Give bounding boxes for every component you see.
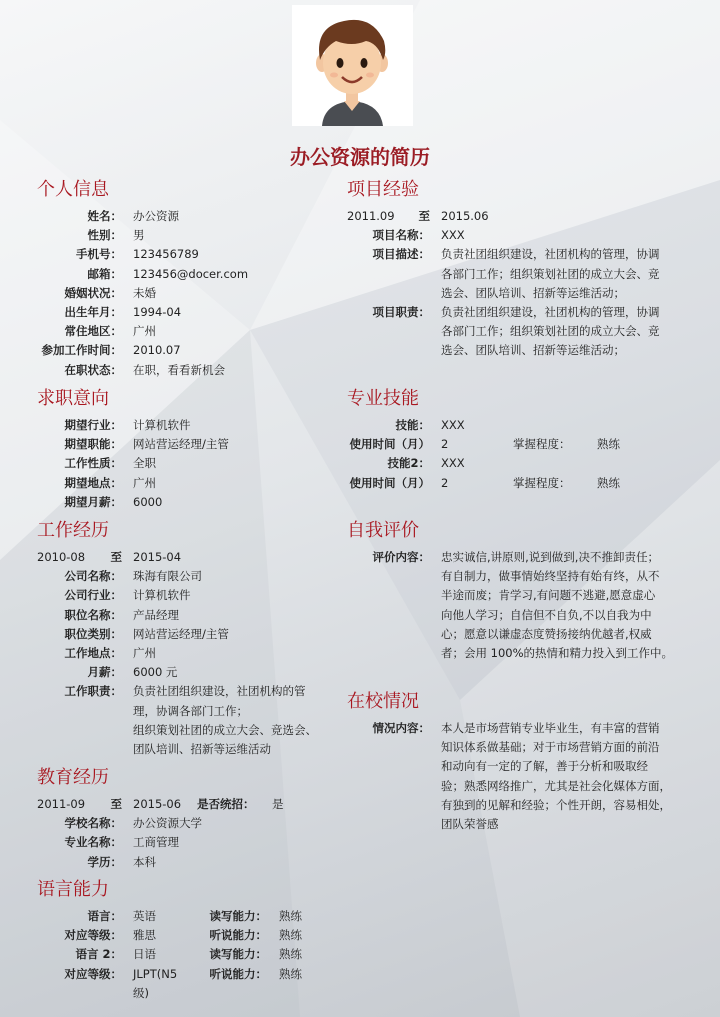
section-campus [347, 689, 707, 834]
info-row [37, 265, 337, 284]
edu-unified: 是 [272, 797, 284, 811]
section-language [37, 877, 337, 1003]
section-header: 个人信息 [37, 179, 109, 200]
field-value: 男 [133, 228, 145, 243]
field-label-2: 掌握程度： [513, 437, 571, 452]
field-label-2: 掌握程度： [513, 475, 571, 490]
info-row [347, 416, 707, 435]
field-label: 工作性质： [64, 456, 122, 471]
field-label: 邮箱： [87, 266, 122, 281]
section-personal-info [37, 177, 337, 380]
field-value-line: 2 [441, 437, 449, 452]
field-value-line: JLPT(N5 [133, 966, 178, 981]
campus-label: 情况内容： [372, 721, 430, 735]
info-row [347, 474, 707, 493]
field-label: 期望地点： [64, 475, 122, 490]
field-value: XXX [441, 456, 465, 471]
field-value-line: 日语 [133, 947, 156, 962]
campus-row [347, 719, 707, 834]
field-value: 2010.07 [133, 343, 181, 358]
info-row [37, 303, 337, 322]
section-header: 在校情况 [347, 691, 419, 712]
project-duty-row [347, 303, 707, 361]
info-row [37, 341, 337, 360]
info-row [37, 644, 337, 663]
edu-date-row [37, 795, 337, 814]
field-label: 姓名： [87, 209, 122, 223]
field-value: 6000 元 [133, 665, 178, 680]
edu-to-label: 至 [110, 797, 122, 811]
project-from: 2011.09 [347, 209, 395, 223]
info-row [37, 207, 337, 226]
project-to-label: 至 [418, 209, 430, 223]
section-header: 自我评价 [347, 520, 419, 541]
section-education [37, 765, 337, 872]
self-eval-label: 评价内容： [372, 550, 430, 564]
field-value: 计算机软件 [133, 418, 191, 432]
field-value-line: 2 [441, 475, 449, 490]
field-value [441, 474, 513, 493]
info-row [37, 284, 337, 303]
field-label: 学历： [87, 854, 122, 869]
field-label: 语言： [87, 909, 122, 923]
text-line: 者；会用 100%的热情和精力投入到工作中。 [441, 646, 674, 661]
section-header: 求职意向 [37, 388, 109, 409]
field-value: 本科 [133, 854, 156, 869]
field-label: 工作地点： [64, 646, 122, 661]
info-row [37, 586, 337, 605]
field-label: 在职状态： [64, 362, 122, 377]
work-duty-row [37, 682, 337, 759]
field-label: 出生年月： [64, 305, 122, 320]
field-value: 网站营运经理/主管 [133, 437, 229, 452]
field-value-line: 英语 [133, 909, 156, 923]
field-value: 网站营运经理/主管 [133, 626, 229, 641]
info-row [37, 606, 337, 625]
edu-rows [37, 814, 337, 872]
field-label: 职位类别： [64, 626, 122, 641]
text-line: 团队培训、招新等运维活动 [133, 742, 271, 757]
section-skills [347, 386, 707, 493]
text-line: 选会、团队培训、招新等运维活动； [441, 285, 625, 300]
info-row [37, 814, 337, 833]
project-duty-text [441, 303, 660, 361]
edu-unified-label: 是否统招： [197, 797, 255, 811]
field-value-2: 熟练 [279, 947, 302, 962]
info-row [37, 493, 337, 512]
info-row [37, 226, 337, 245]
campus-text [441, 719, 671, 834]
edu-to: 2015-06 [133, 797, 182, 811]
text-line: 心；愿意以谦虚态度赞扬接纳优越者,权威 [441, 626, 652, 641]
info-row [37, 361, 337, 380]
info-row [37, 853, 337, 872]
field-label: 月薪： [87, 665, 122, 680]
section-header: 教育经历 [37, 767, 109, 788]
field-label: 手机号： [76, 247, 122, 262]
section-header: 语言能力 [37, 879, 109, 900]
field-label: 期望行业： [64, 418, 122, 432]
field-value: 广州 [133, 475, 156, 490]
field-value-2: 熟练 [279, 909, 302, 923]
work-rows [37, 567, 337, 682]
skill-rows [347, 416, 707, 493]
field-value: 123456789 [133, 247, 199, 262]
text-line: 负责社团组织建设，社团机构的管理，协调 [441, 247, 660, 262]
text-line: 有独到的见解和经验；个性开朗，容易相处， [441, 797, 671, 812]
field-value: 产品经理 [133, 607, 179, 622]
edu-from: 2011-09 [37, 797, 86, 811]
section-header: 专业技能 [347, 388, 419, 409]
field-label: 常住地区： [64, 324, 122, 339]
info-row [37, 435, 337, 454]
info-row [37, 454, 337, 473]
project-desc-text [441, 245, 660, 303]
field-label: 对应等级： [64, 966, 122, 981]
self-eval-row [347, 548, 707, 663]
info-row [347, 435, 707, 454]
project-name: XXX [441, 228, 465, 243]
field-value: 1994-04 [133, 305, 182, 320]
personal-rows [37, 207, 337, 380]
language-rows [37, 907, 337, 1003]
field-label: 语言 2： [75, 947, 122, 962]
section-project [347, 177, 707, 361]
field-label: 期望职能： [64, 437, 122, 452]
field-label: 公司行业： [64, 588, 122, 603]
info-row [37, 663, 337, 682]
field-value-line: 级) [133, 985, 149, 1000]
text-line: 忠实诚信,讲原则,说到做到,决不推卸责任； [441, 550, 659, 564]
info-row [37, 965, 337, 1003]
text-line: 各部门工作；组织策划社团的成立大会、竞 [441, 266, 660, 281]
field-value: 未婚 [133, 285, 156, 300]
field-label: 参加工作时间： [41, 343, 122, 358]
field-label: 对应等级： [64, 928, 122, 943]
intent-rows [37, 416, 337, 512]
field-label: 专业名称： [64, 835, 122, 850]
text-line: 负责社团组织建设，社团机构的管理，协调 [441, 305, 660, 320]
field-value-2: 熟练 [597, 437, 620, 452]
project-desc-label: 项目描述： [372, 247, 430, 262]
project-to: 2015.06 [441, 209, 489, 223]
project-desc-row [347, 245, 707, 303]
field-label: 使用时间（月） [349, 437, 430, 452]
field-value: 6000 [133, 494, 163, 509]
text-line: 和动向有一定的了解，善于分析和吸取经 [441, 759, 648, 774]
field-value: 广州 [133, 646, 156, 661]
text-line: 组织策划社团的成立大会、竞选会、 [133, 722, 317, 737]
work-from: 2010-08 [37, 550, 86, 564]
avatar [292, 5, 413, 126]
info-row [37, 567, 337, 586]
field-value-line: 雅思 [133, 928, 156, 943]
field-value: 广州 [133, 324, 156, 339]
section-header: 工作经历 [37, 520, 109, 541]
info-row [37, 245, 337, 264]
field-value: 工商管理 [133, 835, 179, 850]
info-row [347, 454, 707, 473]
info-row [37, 945, 337, 964]
work-to-label: 至 [110, 550, 122, 564]
field-label: 技能： [395, 418, 430, 432]
section-self-evaluation [347, 518, 707, 663]
field-value: 计算机软件 [133, 588, 191, 603]
section-job-intent [37, 386, 337, 512]
field-value: 全职 [133, 456, 156, 471]
info-row [37, 416, 337, 435]
field-label: 婚姻状况： [64, 285, 122, 300]
text-line: 本人是市场营销专业毕业生，有丰富的营销 [441, 721, 660, 735]
project-date-row [347, 207, 707, 226]
field-label: 性别： [87, 228, 122, 243]
text-line: 验；熟悉网络推广，尤其是社会化媒体方面， [441, 778, 671, 793]
work-date-row [37, 548, 337, 567]
field-label: 期望月薪： [64, 494, 122, 509]
info-row [37, 625, 337, 644]
field-label-2: 听说能力： [209, 928, 267, 943]
field-value [133, 907, 197, 926]
section-header: 项目经验 [347, 179, 419, 200]
text-line: 各部门工作；组织策划社团的成立大会、竞 [441, 324, 660, 339]
field-label-2: 听说能力： [209, 966, 267, 981]
work-duty-label: 工作职责： [64, 684, 122, 699]
field-label: 使用时间（月） [349, 475, 430, 490]
project-duty-label: 项目职责： [372, 305, 430, 320]
self-eval-text [441, 548, 673, 663]
info-row [37, 474, 337, 493]
field-value-2: 熟练 [279, 966, 302, 981]
project-name-row [347, 226, 707, 245]
field-label: 技能2： [387, 456, 430, 471]
text-line: 半途而废；肯学习,有问题不逃避,愿意虚心 [441, 588, 656, 603]
project-name-label: 项目名称： [372, 228, 430, 243]
text-line: 负责社团组织建设，社团机构的管 [133, 684, 306, 699]
work-to: 2015-04 [133, 550, 182, 564]
info-row [37, 322, 337, 341]
section-work-experience [37, 518, 337, 759]
resume-title: 办公资源的简历 [290, 145, 430, 169]
field-value: 办公资源 [133, 209, 179, 223]
info-row [37, 833, 337, 852]
text-line: 选会、团队培训、招新等运维活动； [441, 343, 625, 358]
field-value [133, 945, 197, 964]
info-row [37, 907, 337, 926]
info-row [37, 926, 337, 945]
text-line: 有自制力，做事情始终坚持有始有终，从不 [441, 569, 660, 584]
text-line: 理，协调各部门工作； [133, 703, 248, 718]
field-label: 职位名称： [64, 607, 122, 622]
work-duty-text [133, 682, 317, 759]
field-label-2: 读写能力： [209, 947, 267, 962]
text-line: 团队荣誉感 [441, 817, 499, 832]
field-value: 珠海有限公司 [133, 569, 202, 584]
field-value: 123456@docer.com [133, 266, 249, 281]
text-line: 向他人学习；自信但不自负,不以自我为中 [441, 607, 652, 622]
field-value: 在职，看看新机会 [133, 362, 225, 377]
field-value [133, 965, 197, 1003]
field-label: 学校名称： [64, 816, 122, 831]
field-value: XXX [441, 418, 465, 432]
field-label-2: 读写能力： [209, 909, 267, 923]
field-value [441, 435, 513, 454]
field-label: 公司名称： [64, 569, 122, 584]
field-value-2: 熟练 [597, 475, 620, 490]
field-value-2: 熟练 [279, 928, 302, 943]
text-line: 知识体系做基础；对于市场营销方面的前沿 [441, 740, 660, 755]
field-value [133, 926, 197, 945]
field-value: 办公资源大学 [133, 816, 202, 831]
